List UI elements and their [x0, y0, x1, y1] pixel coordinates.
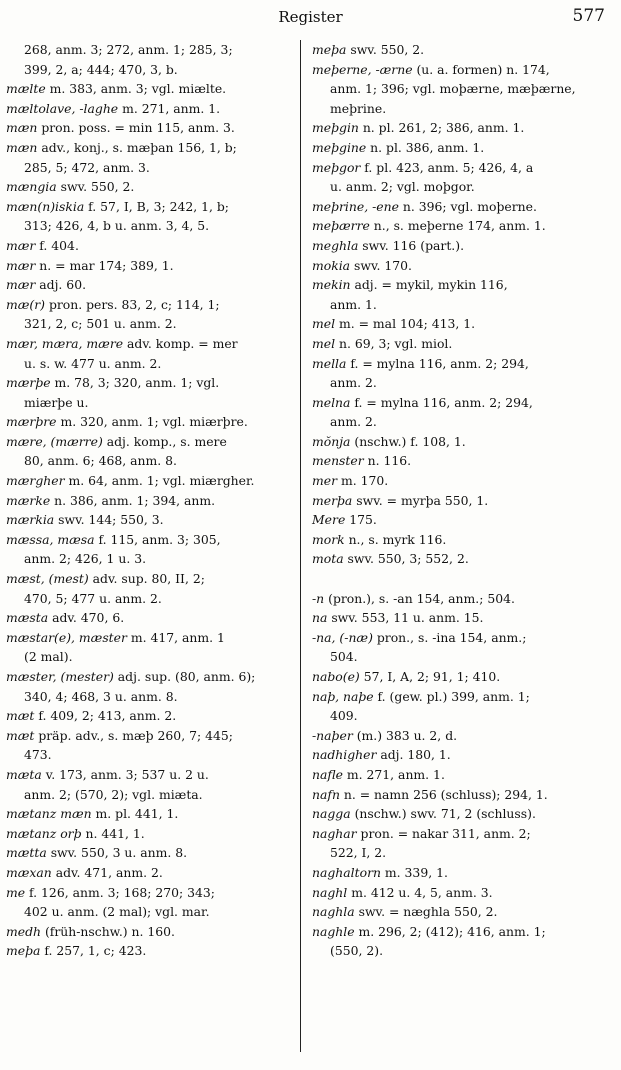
headword: mætanz orþ [6, 825, 82, 841]
index-entry-line [6, 491, 296, 511]
entry-references: m. = mal 104; 413, 1. [335, 316, 476, 332]
headword: melna [312, 394, 351, 410]
headword: mokia [312, 257, 351, 273]
entry-references: adj. = mykil, mykin 116, [350, 277, 508, 293]
entry-references: swv. 144; 550, 3. [54, 512, 164, 528]
entry-references: m. 64, anm. 1; vgl. miærgher. [64, 473, 255, 489]
index-entry-line [6, 804, 296, 824]
index-entry-line [312, 667, 612, 687]
section-gap [312, 569, 612, 589]
index-entry-line [6, 706, 296, 726]
entry-references: swv. 550, 2. [346, 42, 425, 57]
index-entry-line [312, 745, 612, 765]
entry-references: 402 u. anm. (2 mal); vgl. mar. [24, 904, 210, 920]
entry-references: 504. [330, 649, 358, 665]
headword: nafle [312, 766, 343, 782]
entry-continuation-line [312, 295, 612, 315]
index-entry-line [312, 118, 612, 138]
entry-references: 285, 5; 472, anm. 3. [24, 159, 150, 175]
entry-references: (550, 2). [330, 943, 384, 959]
index-entry-line [6, 275, 296, 295]
entry-references: m. 271, anm. 1. [342, 766, 445, 782]
headword: mærþe [6, 375, 51, 391]
index-entry-line [312, 393, 612, 413]
entry-references: f. = mylna 116, anm. 2; 294, [346, 355, 529, 371]
entry-references: adv. 471, anm. 2. [51, 864, 163, 880]
index-entry-line [6, 530, 296, 550]
index-entry-line [6, 334, 296, 354]
headword: mekin [312, 277, 351, 293]
headword: mel [312, 316, 336, 332]
index-entry-line [312, 687, 612, 707]
entry-continuation-line [6, 745, 296, 765]
entry-continuation-line [312, 843, 612, 863]
entry-references: adv. sup. 80, II, 2; [88, 571, 205, 587]
entry-references: swv. 170. [350, 257, 412, 273]
entry-continuation-line [6, 158, 296, 178]
entry-references: u. anm. 2; vgl. moþgor. [330, 179, 475, 195]
entry-continuation-line [312, 79, 612, 99]
entry-references: m. 78, 3; 320, anm. 1; vgl. [50, 375, 220, 391]
index-entry-line [312, 256, 612, 276]
index-entry-line [6, 922, 296, 942]
index-entry-line [312, 451, 612, 471]
headword: mætanz mæn [6, 806, 92, 822]
entry-continuation-line [6, 589, 296, 609]
entry-references: adj. sup. (80, anm. 6); [113, 669, 256, 684]
entry-references: n., s. myrk 116. [344, 531, 447, 547]
index-entry-line [6, 843, 296, 863]
index-entry-line [6, 177, 296, 197]
headword: mæt [6, 727, 35, 743]
entry-references: swv. = myrþa 550, 1. [352, 492, 489, 508]
entry-references: f. 115, anm. 3; 305, [94, 531, 221, 547]
entry-references: m. 417, anm. 1 [126, 629, 225, 645]
entry-references: n. 441, 1. [81, 825, 145, 841]
index-entry-line [6, 138, 296, 158]
entry-references: f. 57, I, B, 3; 242, 1, b; [84, 198, 229, 214]
entry-references: n. 396; vgl. moþerne. [398, 198, 537, 214]
entry-references: n. 69, 3; vgl. miol. [335, 335, 453, 351]
headword: mær [6, 277, 36, 293]
entry-references: m. 383, anm. 3; vgl. miælte. [45, 81, 227, 97]
index-entry-line [312, 589, 612, 609]
headword: nagga [312, 806, 351, 822]
index-entry-line [312, 216, 612, 236]
index-entry-line [312, 40, 612, 60]
index-entry-line [6, 863, 296, 883]
headword: mælte [6, 81, 46, 97]
entry-references: swv. 553, 11 u. anm. 15. [327, 610, 484, 626]
index-entry-line [6, 667, 296, 687]
entry-references: adj. 180, 1. [376, 747, 451, 763]
entry-references: f. 126, anm. 3; 168; 270; 343; [25, 884, 215, 900]
headword: nabo(e) [312, 669, 360, 684]
index-entry-line [6, 726, 296, 746]
entry-references: anm. 1; 396; vgl. moþærne, mæþærne, [330, 81, 576, 97]
index-entry-line [6, 569, 296, 589]
entry-continuation-line [312, 706, 612, 726]
right-column [312, 40, 612, 961]
index-entry-line [312, 549, 612, 569]
entry-references: n. = mar 174; 389, 1. [35, 257, 174, 273]
index-entry-line [6, 197, 296, 217]
entry-references: miærþe u. [24, 394, 89, 410]
headword: meghla [312, 237, 359, 253]
entry-references: f. = mylna 116, anm. 2; 294, [350, 394, 533, 410]
headword: me [6, 884, 26, 900]
index-entry-line [6, 941, 296, 961]
entry-references: (nschw.) swv. 71, 2 (schluss). [350, 806, 536, 822]
headword: mæn(n)iskia [6, 198, 85, 214]
entry-references: 313; 426, 4, b u. anm. 3, 4, 5. [24, 218, 210, 234]
entry-continuation-line [6, 902, 296, 922]
entry-references: n. pl. 386, anm. 1. [366, 139, 485, 155]
index-entry-line [6, 765, 296, 785]
entry-references: adv., konj., s. mæþan 156, 1, b; [37, 139, 237, 155]
entry-references: 321, 2, c; 501 u. anm. 2. [24, 316, 177, 332]
entry-references: 268, anm. 3; 272, anm. 1; 285, 3; [24, 42, 233, 57]
entry-continuation-line [312, 99, 612, 119]
index-entry-line [312, 334, 612, 354]
index-entry-line [312, 902, 612, 922]
headword: mæltolave, -laghe [6, 100, 119, 116]
entry-references: 473. [24, 747, 52, 763]
entry-references: f. 257, 1, c; 423. [40, 943, 147, 959]
entry-references: swv. 550, 3 u. anm. 8. [46, 845, 188, 861]
headword: mæn [6, 120, 38, 136]
index-entry-line [6, 118, 296, 138]
headword: meþerne, -ærne [312, 61, 413, 77]
page-number: 577 [572, 6, 605, 26]
entry-references: 57, I, A, 2; 91, 1; 410. [359, 669, 501, 684]
headword: mæster, (mester) [6, 669, 114, 684]
entry-continuation-line [6, 647, 296, 667]
index-entry-line [312, 510, 612, 530]
index-entry-line [312, 804, 612, 824]
entry-references: f. (gew. pl.) 399, anm. 1; [373, 688, 530, 704]
headword: meþgine [312, 139, 367, 155]
entry-continuation-line [6, 314, 296, 334]
headword: mæxan [6, 864, 52, 880]
entry-references: swv. 550, 3; 552, 2. [343, 551, 469, 567]
index-entry-line [312, 628, 612, 648]
headword: mork [312, 531, 345, 547]
headword: naghar [312, 825, 357, 841]
headword: meþgin [312, 120, 359, 136]
entry-continuation-line [312, 941, 612, 961]
entry-continuation-line [312, 373, 612, 393]
headword: menster [312, 453, 364, 469]
entry-references: 409. [330, 708, 358, 724]
headword: mærgher [6, 473, 65, 489]
index-entry-line [6, 79, 296, 99]
entry-references: 399, 2, a; 444; 470, 3, b. [24, 61, 178, 77]
index-entry-line [6, 432, 296, 452]
index-entry-line [312, 922, 612, 942]
entry-references: u. s. w. 477 u. anm. 2. [24, 355, 162, 371]
index-entry-line [312, 491, 612, 511]
headword: naghla [312, 904, 355, 920]
index-entry-line [312, 726, 612, 746]
index-entry-line [6, 883, 296, 903]
entry-references: n. = namn 256 (schluss); 294, 1. [339, 786, 548, 802]
index-entry-line [6, 471, 296, 491]
headword: mŏnja [312, 433, 351, 449]
index-entry-line [312, 765, 612, 785]
index-entry-line [312, 530, 612, 550]
index-entry-line [312, 60, 612, 80]
headword: na [312, 610, 328, 626]
headword: naghaltorn [312, 864, 381, 880]
entry-references: 340, 4; 468, 3 u. anm. 8. [24, 688, 178, 704]
index-entry-line [312, 608, 612, 628]
entry-references: v. 173, anm. 3; 537 u. 2 u. [41, 766, 209, 782]
entry-references: swv. = næghla 550, 2. [354, 904, 498, 920]
entry-references: anm. 2; 426, 1 u. 3. [24, 551, 147, 567]
headword: mota [312, 551, 344, 567]
index-entry-line [312, 863, 612, 883]
entry-references: meþrine. [330, 100, 387, 116]
index-entry-line [312, 138, 612, 158]
headword: medh [6, 923, 41, 939]
headword: mætta [6, 845, 47, 861]
entry-references: (pron.), s. -an 154, anm.; 504. [324, 590, 515, 606]
entry-continuation-line [6, 60, 296, 80]
headword: mæn [6, 139, 38, 155]
index-entry-line [6, 824, 296, 844]
headword: mær [6, 257, 36, 273]
entry-references: 80, anm. 6; 468, anm. 8. [24, 453, 177, 469]
index-entry-line [6, 628, 296, 648]
entry-references: pron. pers. 83, 2, c; 114, 1; [45, 296, 220, 312]
entry-references: adj. 60. [35, 277, 87, 293]
headword: naghl [312, 884, 348, 900]
headword: -na, (-næ) [312, 629, 373, 645]
entry-references: pron. = nakar 311, anm. 2; [356, 825, 531, 841]
entry-references: anm. 2. [330, 414, 377, 430]
headword: meþærre [312, 218, 370, 234]
entry-continuation-line [6, 393, 296, 413]
entry-references: m. 271, anm. 1. [118, 100, 221, 116]
left-column [6, 40, 296, 961]
entry-references: pron. poss. = min 115, anm. 3. [37, 120, 235, 136]
index-entry-line [312, 824, 612, 844]
entry-continuation-line [312, 647, 612, 667]
headword: mæ(r) [6, 296, 45, 312]
index-entry-line [6, 412, 296, 432]
index-entry-line [312, 314, 612, 334]
entry-references: anm. 1. [330, 296, 377, 312]
entry-references: m. 412 u. 4, 5, anm. 3. [347, 884, 493, 900]
index-entry-line [6, 373, 296, 393]
entry-continuation-line [6, 549, 296, 569]
entry-continuation-line [312, 177, 612, 197]
column-divider [300, 40, 301, 1052]
headword: meþgor [312, 159, 361, 175]
headword: mær, mæra, mære [6, 335, 124, 351]
index-entry-line [6, 256, 296, 276]
entry-references: (früh-nschw.) n. 160. [41, 923, 175, 939]
headword: mel [312, 335, 336, 351]
entry-references: (2 mal). [24, 649, 73, 665]
page-header [0, 6, 621, 28]
headword: mæsta [6, 610, 49, 626]
headword: mæstar(e), mæster [6, 629, 127, 645]
entry-references: 470, 5; 477 u. anm. 2. [24, 590, 162, 606]
entry-references: adv. 470, 6. [48, 610, 125, 626]
entry-references: n. 116. [363, 453, 412, 469]
headword: mære, (mærre) [6, 433, 103, 449]
index-entry-line [312, 471, 612, 491]
entry-references: f. 409, 2; 413, anm. 2. [34, 708, 177, 724]
headword: mæst, (mest) [6, 571, 89, 587]
entry-references: f. pl. 423, anm. 5; 426, 4, a [360, 159, 534, 175]
headword: -n [312, 590, 325, 606]
entry-continuation-line [6, 785, 296, 805]
entry-continuation-line [312, 412, 612, 432]
headword: naghle [312, 923, 355, 939]
entry-references: m. 320, anm. 1; vgl. miærþre. [56, 414, 248, 430]
entry-continuation-line [6, 687, 296, 707]
index-entry-line [6, 99, 296, 119]
entry-references: n. pl. 261, 2; 386, anm. 1. [358, 120, 525, 136]
entry-references: swv. 116 (part.). [358, 237, 465, 253]
index-entry-line [312, 197, 612, 217]
headword: meþa [312, 42, 347, 57]
entry-references: m. 339, 1. [380, 864, 448, 880]
entry-references: anm. 2. [330, 375, 377, 391]
headword: mer [312, 473, 338, 489]
entry-continuation-line [6, 216, 296, 236]
index-entry-line [312, 236, 612, 256]
entry-continuation-line [6, 354, 296, 374]
entry-references: m. pl. 441, 1. [91, 806, 179, 822]
index-entry-line [6, 295, 296, 315]
headword: mærkia [6, 512, 55, 528]
headword: meþa [6, 943, 41, 959]
index-entry-line [6, 608, 296, 628]
running-title: Register [278, 8, 343, 26]
entry-references: m. 296, 2; (412); 416, anm. 1; [354, 923, 546, 939]
entry-references: pron., s. -ina 154, anm.; [372, 629, 527, 645]
headword: nadhigher [312, 747, 377, 763]
headword: merþa [312, 492, 353, 508]
index-entry-line [312, 883, 612, 903]
headword: mella [312, 355, 347, 371]
index-entry-line [312, 275, 612, 295]
index-entry-line [312, 432, 612, 452]
headword: mæt [6, 708, 35, 724]
headword: mæssa, mæsa [6, 531, 95, 547]
entry-references: anm. 2; (570, 2); vgl. miæta. [24, 786, 203, 802]
entry-references: m. 170. [337, 473, 389, 489]
headword: meþrine, -ene [312, 198, 399, 214]
entry-references: n. 386, anm. 1; 394, anm. [50, 492, 216, 508]
entry-references: präp. adv., s. mæþ 260, 7; 445; [34, 727, 233, 743]
headword: mængia [6, 179, 57, 195]
entry-references: (nschw.) f. 108, 1. [350, 433, 466, 449]
headword: mærþre [6, 414, 57, 430]
index-entry-line [6, 236, 296, 256]
headword: mærke [6, 492, 51, 508]
entry-continuation-line [6, 40, 296, 60]
index-entry-line [312, 354, 612, 374]
entry-references: (m.) 383 u. 2, d. [352, 727, 458, 743]
headword: mæta [6, 766, 42, 782]
entry-references: 175. [345, 512, 377, 528]
index-entry-line [312, 785, 612, 805]
entry-references: 522, I, 2. [330, 845, 387, 861]
entry-references: n., s. meþerne 174, anm. 1. [369, 218, 546, 234]
headword: -naþer [312, 727, 353, 743]
headword: naþ, naþe [312, 688, 374, 704]
headword: mær [6, 237, 36, 253]
index-entry-line [312, 158, 612, 178]
index-entry-line [6, 510, 296, 530]
headword: nafn [312, 786, 340, 802]
entry-references: swv. 550, 2. [56, 179, 135, 195]
entry-continuation-line [6, 451, 296, 471]
entry-references: f. 404. [35, 237, 79, 253]
entry-references: (u. a. formen) n. 174, [412, 61, 550, 77]
entry-references: adv. komp. = mer [123, 335, 238, 351]
entry-references: adj. komp., s. mere [102, 433, 227, 449]
headword: Mere [312, 512, 346, 528]
